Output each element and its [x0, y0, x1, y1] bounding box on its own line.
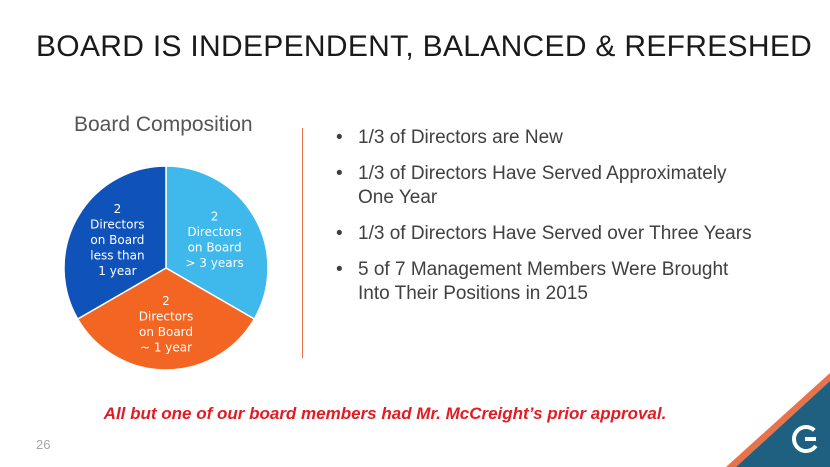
pie-label-line: > 3 years — [185, 256, 244, 271]
pie-label-line: less than — [90, 248, 145, 263]
pie-label-line: Directors — [138, 309, 194, 324]
pie-label-line: 2 — [210, 209, 219, 224]
pie-label-line: 1 year — [98, 263, 137, 278]
board-composition-pie-chart — [0, 0, 300, 400]
vertical-divider — [302, 128, 303, 358]
bullet-item — [336, 162, 756, 210]
bullet-icon: • — [336, 259, 343, 280]
pie-label-line: on Board — [138, 324, 194, 339]
pie-label-line: ~ 1 year — [139, 340, 193, 355]
page-number: 26 — [36, 437, 51, 452]
bullet-icon: • — [336, 223, 343, 244]
chart-title: Board Composition — [74, 113, 253, 136]
bullet-item — [336, 126, 756, 150]
bullet-text: 1/3 of Directors Have Served Approximately One Year — [358, 163, 727, 208]
bullet-text: 5 of 7 Management Members Were Brought Into Their Positions in 2015 — [358, 259, 729, 304]
footnote-warning: All but one of our board members had Mr. McCreight’s prior approval. — [103, 404, 667, 423]
pie-label-line: 2 — [162, 293, 170, 308]
bullet-text: 1/3 of Directors Have Served over Three Years — [358, 223, 752, 244]
bullet-icon: • — [336, 127, 343, 148]
pie-label-line: on Board — [187, 240, 242, 255]
pie-label-line: Directors — [90, 217, 145, 232]
pie-label-line: Directors — [187, 225, 242, 240]
bullet-item — [336, 258, 756, 306]
slide-title: BOARD IS INDEPENDENT, BALANCED & REFRESHED — [36, 30, 813, 63]
bullet-icon: • — [336, 163, 343, 184]
bullet-text: 1/3 of Directors are New — [358, 127, 563, 148]
pie-label-line: 2 — [113, 201, 122, 216]
pie-label-line: on Board — [90, 232, 145, 247]
corner-logo-decoration — [710, 367, 830, 467]
bullet-list — [336, 126, 756, 318]
bullet-item — [336, 222, 756, 246]
